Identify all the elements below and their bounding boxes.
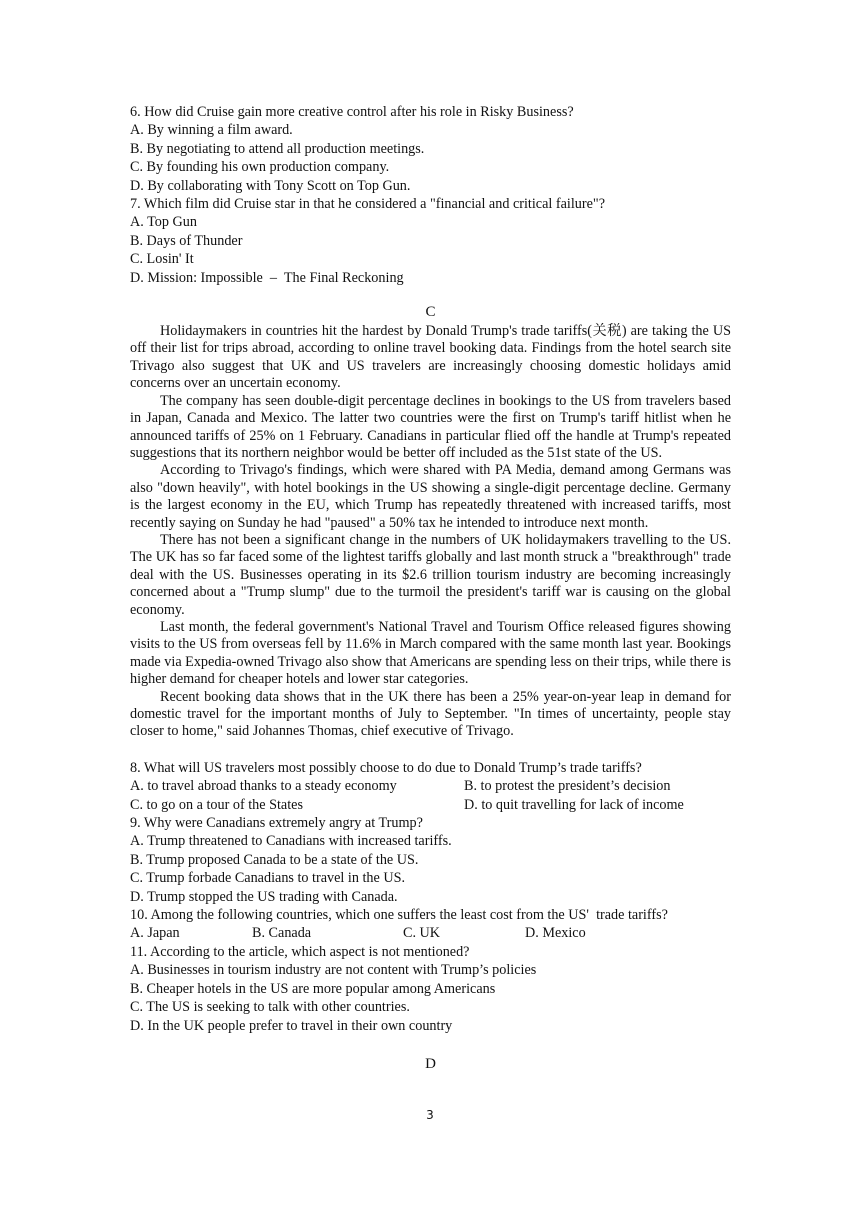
answer-option: A. Top Gun — [130, 214, 197, 231]
section-c-passage — [130, 323, 731, 741]
passage-paragraph: The company has seen double-digit percentage declines in bookings to the US from travelers based in Japan, Canada and Mexico. The latter two countries were the first on Trump's tariff hitlist when he announced tariffs of 25% on 1 February. Canadians in particular flied off the handle at Trump's repeated suggestions that its northern neighbor would be better off included as the 51st state of the US. — [130, 392, 731, 461]
answer-option: D. By collaborating with Tony Scott on Top Gun. — [130, 177, 411, 194]
passage-paragraph: According to Trivago's findings, which were shared with PA Media, demand among Germans was also "down heavily", with hotel bookings in the US showing a single-digit percentage decline. Germany is the largest economy in the EU, which Trump has repeatedly threatened with increased tariffs, most recently saying on Sunday he had "paused" a 50% tax he intended to introduce next month. — [130, 462, 731, 531]
answer-option: B. to protest the president’s decision — [464, 778, 671, 795]
answer-option: A. Trump threatened to Canadians with increased tariffs. — [130, 833, 452, 850]
answer-option: D. to quit travelling for lack of income — [464, 796, 684, 813]
answer-option: B. Canada — [252, 925, 312, 942]
page-number: 3 — [426, 1108, 434, 1122]
option-row — [130, 777, 731, 795]
answer-option: C. Trump forbade Canadians to travel in the US. — [130, 870, 406, 887]
answer-option: C. The US is seeking to talk with other countries. — [130, 999, 410, 1016]
question-stem: 7. Which film did Cruise star in that he considered a "financial and critical failure"? — [130, 196, 606, 213]
section-d-heading: D — [425, 1055, 436, 1072]
question-6 — [130, 103, 731, 195]
question-11 — [130, 943, 731, 1035]
option-row — [130, 796, 731, 814]
question-10 — [130, 906, 731, 943]
question-stem: 8. What will US travelers most possibly choose to do due to Donald Trump’s trade tariffs? — [130, 759, 642, 776]
answer-option: A. Japan — [130, 925, 180, 942]
answer-option: A. By winning a film award. — [130, 122, 293, 139]
question-stem: 9. Why were Canadians extremely angry at Trump? — [130, 815, 423, 832]
answer-option: A. to travel abroad thanks to a steady economy — [130, 778, 397, 795]
exam-page-content — [130, 103, 731, 1073]
section-c-heading: C — [425, 304, 436, 321]
answer-option: B. Trump proposed Canada to be a state of the US. — [130, 851, 419, 868]
question-7 — [130, 195, 731, 287]
question-stem: 10. Among the following countries, which one suffers the least cost from the US' trade tariffs? — [130, 907, 668, 924]
passage-paragraph: There has not been a significant change in the numbers of UK holidaymakers travelling to the US. The UK has so far faced some of the lightest tariffs globally and last month struck a "breakthrough" trade deal with the US. Businesses operating in its $2.6 trillion tourism industry are becoming increasingly concerned about a "Trump slump" due to the turmoil the president's tariff war is causing on the global economy. — [130, 531, 731, 618]
answer-option: C. to go on a tour of the States — [130, 796, 303, 813]
answer-option: D. Mission: Impossible – The Final Reckoning — [130, 269, 404, 286]
answer-option: B. Days of Thunder — [130, 232, 243, 249]
question-stem: 6. How did Cruise gain more creative control after his role in Risky Business? — [130, 104, 574, 120]
answer-option: B. Cheaper hotels in the US are more popular among Americans — [130, 980, 496, 997]
option-row — [130, 924, 731, 942]
answer-option: B. By negotiating to attend all production meetings. — [130, 140, 425, 157]
answer-option: C. By founding his own production company. — [130, 159, 390, 176]
answer-option: A. Businesses in tourism industry are not content with Trump’s policies — [130, 962, 537, 979]
passage-paragraph: Last month, the federal government's National Travel and Tourism Office released figures showing visits to the US from overseas fell by 11.6% in March compared with the same month last year. Bookings made via Expedia-owned Trivago also show that Americans are spending less on their trips, while there is higher demand for cheaper hotels and lower star categories. — [130, 618, 731, 688]
question-stem: 11. According to the article, which aspect is not mentioned? — [130, 943, 470, 960]
answer-option: D. In the UK people prefer to travel in their own country — [130, 1017, 453, 1034]
question-8 — [130, 759, 731, 814]
question-9 — [130, 814, 731, 906]
answer-option: C. Losin' It — [130, 251, 194, 268]
passage-paragraph: Holidaymakers in countries hit the hardest by Donald Trump's trade tariffs(关税) are taking the US off their list for trips abroad, according to online travel booking data. Findings from the hotel search site Trivago also suggest that UK and US travelers are increasingly choosing domestic holidays amid concerns over an uncertain economy. — [130, 323, 731, 392]
answer-option: D. Trump stopped the US trading with Canada. — [130, 888, 398, 905]
answer-option: C. UK — [403, 925, 441, 942]
passage-paragraph: Recent booking data shows that in the UK there has been a 25% year-on-year leap in demand for domestic travel for the important months of July to September. "In times of uncertainty, people stay closer to home," said Johannes Thomas, chief executive of Trivago. — [130, 688, 731, 740]
answer-option: D. Mexico — [525, 925, 586, 942]
